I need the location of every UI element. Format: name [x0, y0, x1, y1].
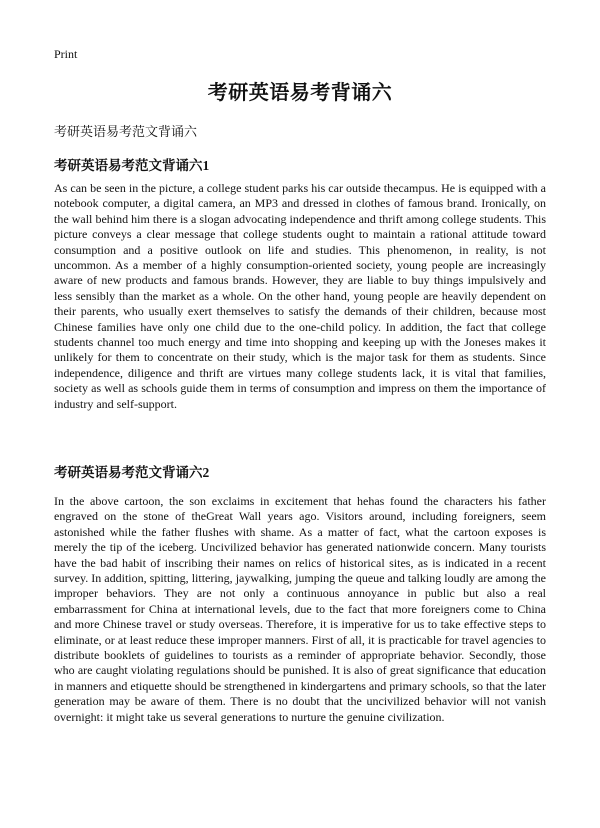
section-heading-1: 考研英语易考范文背诵六1 [54, 158, 210, 173]
page-subtitle: 考研英语易考范文背诵六 [54, 124, 198, 139]
section-body-1: As can be seen in the picture, a college student parks his car outside thecampus. He is equipped with a notebook computer, a digital camera, an MP3 and dressed in clothes of famous brand. Ironically, on the wall behind him there is a slogan advocating independence and thrift among college students. This picture conveys a clear message that college students ought to maintain a rational attitude toward consumption and a positive outlook on life and studies. This phenomenon, in reality, is not uncommon. As a member of a highly consumption-oriented society, young people are increasingly aware of new products and famous brands. However, they are liable to buy things impulsively and less sensibly than the market as a whole. On the other hand, young people are heavily dependent on their parents, who usually exert themselves to satisfy the demands of their children, because most Chinese families have only one child due to the one-child policy. In addition, the fact that college students channel too much energy and time into shopping and keeping up with the Joneses makes it unlikely for them to concentrate on their study, which is the major task for them as students. Since independence, diligence and thrift are virtues many college students lack, it is vital that families, society as well as schools guide them in terms of consumption and impress on them the importance of industry and self-support. [54, 181, 546, 411]
section-body-2: In the above cartoon, the son exclaims in excitement that hehas found the characters his father engraved on the stone of theGreat Wall years ago. Visitors around, including foreigners, seem astonished while the father flushes with shame. As a matter of fact, what the cartoon exposes is merely the tip of the iceberg. Uncivilized behavior has generated nationwide concern. Many tourists have the bad habit of inscribing their names on relics of historical sites, as is indicated in a recent survey. In addition, spitting, littering, jaywalking, jumping the queue and talking loudly are among the improper behaviors. They are not only a continuous annoyance in public but also a real embarrassment for China at international levels, due to the fact that more foreigners come to China and more Chinese travel or study overseas. Therefore, it is imperative for us to take effective steps to eliminate, or at least reduce these improper manners. First of all, it is practicable for travel agencies to distribute booklets of guidelines to tourists as a reminder of appropriate behavior. Secondly, those who are caught violating regulations should be punished. It is also of great significance that education in manners and etiquette should be strengthened in kindergartens and primary schools, so that the later generation may be aware of them. There is no doubt that the uncivilized behavior will not vanish overnight: it might take us several generations to nurture the genuine civilization. [54, 494, 546, 724]
print-link[interactable]: Print [54, 47, 78, 61]
section-heading-2: 考研英语易考范文背诵六2 [54, 465, 210, 480]
page-title: 考研英语易考背诵六 [207, 82, 393, 104]
